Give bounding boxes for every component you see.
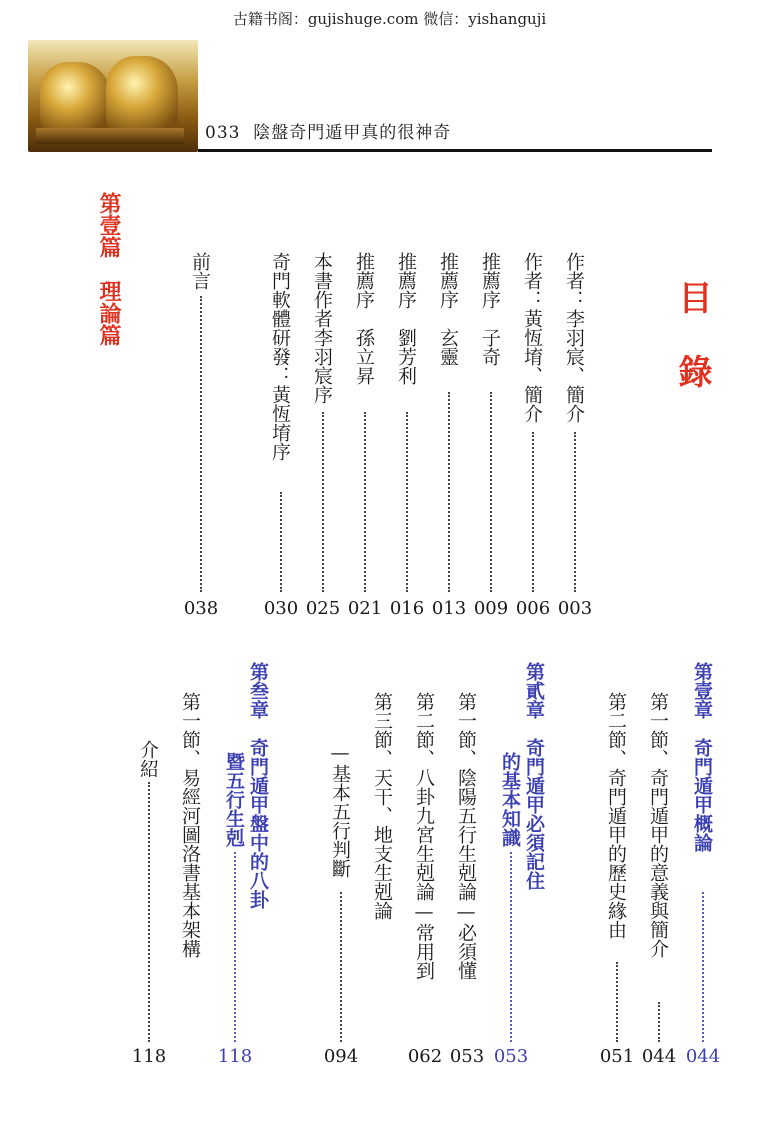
chapter-1-title: 奇門遁甲概論 — [691, 738, 713, 852]
toc-title: 目錄 — [672, 280, 712, 428]
toc-section-1-2[interactable]: 第二節、奇門遁甲的歷史緣由 — [605, 692, 627, 939]
toc-section-1-1[interactable]: 第一節、奇門遁甲的意義與簡介 — [647, 692, 669, 958]
toc-entry-preface-ziqi[interactable]: 推薦序 子奇 — [479, 252, 501, 366]
page-number: 003 — [557, 598, 593, 619]
chapter-2-title-line1: 奇門遁甲必須記住 — [523, 738, 545, 890]
toc-entry-software-preface[interactable]: 奇門軟體研發：黃恆堉序 — [269, 252, 291, 461]
chapter-1-label: 第壹章 — [691, 662, 713, 719]
toc-entry-author-huang[interactable]: 作者：黃恆堉、簡介 — [521, 252, 543, 423]
chapter-3-label: 第叁章 — [247, 662, 269, 719]
toc-section-2-3[interactable]: 第三節、天干、地支生剋論 — [371, 692, 393, 920]
toc-entry-preface-liufangli[interactable]: 推薦序 劉芳利 — [395, 252, 417, 385]
leader-dots — [532, 432, 534, 592]
leader-dots — [280, 492, 282, 592]
running-header — [205, 118, 451, 143]
page-number: 118 — [217, 1046, 253, 1067]
chapter-3-heading[interactable] — [248, 662, 267, 909]
leader-dots — [234, 852, 236, 1042]
leader-dots — [340, 892, 342, 1042]
toc-entry-author-li[interactable]: 作者：李羽宸、簡介 — [563, 252, 585, 423]
page-number: 044 — [685, 1046, 721, 1067]
page-number: 006 — [515, 598, 551, 619]
chapter-2-heading[interactable] — [524, 662, 543, 890]
header-rule — [198, 149, 712, 152]
page-number: 062 — [407, 1046, 443, 1067]
page-number: 118 — [131, 1046, 167, 1067]
toc-section-2-2[interactable]: 第二節、八卦九宮生剋論—常用到 — [413, 692, 435, 980]
page-number: 053 — [493, 1046, 529, 1067]
toc-entry-preface-xuanling[interactable]: 推薦序 玄靈 — [437, 252, 459, 366]
leader-dots — [510, 852, 512, 1042]
header-title: 陰盤奇門遁甲真的很神奇 — [253, 123, 452, 143]
chapter-3-title-line2: 暨五行生剋 — [223, 752, 245, 847]
page-number: 094 — [323, 1046, 359, 1067]
chapter-2-title-line2: 的基本知識 — [499, 752, 521, 847]
toc-entry-author-preface[interactable]: 本書作者李羽宸序 — [311, 252, 333, 404]
page-number: 044 — [641, 1046, 677, 1067]
leader-dots — [364, 412, 366, 592]
page-number: 038 — [183, 598, 219, 619]
page-number: 021 — [347, 598, 383, 619]
bronze-lion-image — [28, 40, 198, 152]
leader-dots — [574, 432, 576, 592]
page-number: 025 — [305, 598, 341, 619]
toc-section-2-1[interactable]: 第一節、陰陽五行生剋論—必須懂 — [455, 692, 477, 980]
toc-section-2-3-line2: —基本五行判斷 — [329, 742, 351, 878]
leader-dots — [448, 392, 450, 592]
leader-dots — [490, 392, 492, 592]
toc-entry-preface-sunlisheng[interactable]: 推薦序 孫立昇 — [353, 252, 375, 385]
leader-dots — [406, 412, 408, 592]
leader-dots — [200, 296, 202, 592]
page-number: 009 — [473, 598, 509, 619]
leader-dots — [658, 1002, 660, 1042]
toc-entry-foreword[interactable]: 前言 — [189, 252, 211, 290]
watermark: 古籍书阁：gujishuge.com 微信：yishanguji — [232, 10, 547, 28]
leader-dots — [322, 412, 324, 592]
page-number: 016 — [389, 598, 425, 619]
page-number: 053 — [449, 1046, 485, 1067]
leader-dots — [148, 782, 150, 1042]
chapter-2-label: 第貳章 — [523, 662, 545, 719]
toc-section-3-1-line2: 介紹 — [137, 740, 159, 778]
toc-section-3-1[interactable]: 第一節、易經河圖洛書基本架構 — [179, 692, 201, 958]
leader-dots — [616, 962, 618, 1042]
page-number: 013 — [431, 598, 467, 619]
chapter-1-heading[interactable] — [692, 662, 711, 852]
page-number: 051 — [599, 1046, 635, 1067]
part-label: 第壹篇 理論篇 — [96, 192, 122, 346]
chapter-3-title-line1: 奇門遁甲盤中的八卦 — [247, 738, 269, 909]
page-number: 030 — [263, 598, 299, 619]
leader-dots — [702, 892, 704, 1042]
header-page-number: 033 — [205, 123, 241, 143]
